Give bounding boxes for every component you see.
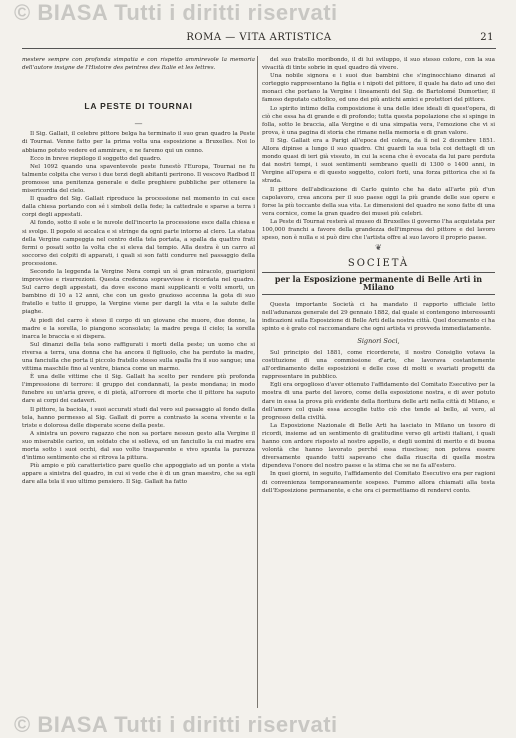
paragraph: Lo spirito intimo della composizione è una delle idee ideali di quest'opera, di ciò che essa ha di grande e di profondo; tutta questa popolazione che si spinge in folla, sotto le braccia, alla Vergine e di una simpatia vera, l'emozione che vi si prova, è una pagina di storia che rimane nella memoria e di gran valore. [262, 105, 495, 136]
article-heading: LA PESTE DI TOURNAI [84, 101, 193, 112]
paragraph: Sul principio del 1881, come ricorderete, il nostro Consiglio votava la costituzione di una commissione d'arte, che lavorava costantemente all'ordinamento delle esposizioni e delle cose di molti e svariati progetti da rappresentare in pubblico. [262, 350, 495, 381]
right-mid-paragraphs [262, 301, 495, 333]
copyright-watermark-bottom: © BIASA Tutti i diritti riservati [14, 712, 338, 737]
paragraph: Sul dinanzi della tela sono raffigurati i morti della peste; un uomo che si riversa a terra, una donna che ha ancora il figliuolo, che ha perduto la madre, una fanciulla che porta il piccolo fratello stesso sulla spalla fra il suo sangue; una vittima maschile fino al ventre, bianca come un marmo. [22, 341, 255, 373]
paragraph: Ecco in breve riepilogo il soggetto del quadro. [30, 155, 162, 162]
salutation: Signori Soci, [357, 336, 400, 345]
paragraph: Il Sig. Gallait era a Parigi all'epoca del colera, da lì nel 2 dicembre 1851. Allora dipinse a lungo il suo quadro. Chi guardi la sua tela coi dettagli di un mondo quasi di ieri già vissuto, in cui la scena che è evocata da lui pare perduta dai nostri tempi, i suoi sentimenti sembrano quelli di 1300 o 1400 anni, in Vergine all'opera e di questo soggetto, colori forti, una forza pittorica che si fa strada. [262, 137, 495, 185]
paragraph: Il Sig. Gallait, il celebre pittore belga ha terminato il suo gran quadro la Peste di Tournai. Venne fatto per la prima volta una esposizione a Bruxelles. Noi lo abbiamo potuto vedere ed ammirare, e ne faremo qui un cenno. [22, 131, 255, 154]
paragraph: Egli era orgoglioso d'aver ottenuto l'affidamento del Comitato Esecutivo per la mostra di una parte del lavoro, come della esposizione nostra, e di aver potuto dare in essa la prova più evidente della fioritura delle arti nella città di Milano, e dell'amore col quale essa accoglie tutto ciò che tende al bello, al vero, al progresso della civiltà. [262, 382, 495, 421]
section-title: SOCIETÀ [347, 258, 410, 270]
page-header [22, 30, 496, 49]
section-ornament: ❦ [375, 243, 382, 253]
left-column [22, 56, 255, 487]
running-title: ROMA — VITA ARTISTICA [186, 32, 332, 43]
paragraph: In quei giorni, in seguito, l'affidamento del Comitato Esecutivo era per ragioni di convenienza temporaneamente sospeso. Fummo allora chiamati alla testa dell'Esposizione permanente, e che ora ci permettiamo di rendervi conto. [262, 471, 495, 494]
paragraph: Nel 1092 quando una spaventevole peste funestò l'Europa, Tournai ne fu talmente colpita che verso i due terzi degli abitanti perirono. Il vescovo Radbod II promosse una penitenza generale e delle preghiere pubbliche per ottenere la misericordia del cielo. [22, 163, 255, 195]
paragraph: La Esposizione Nazionale di Belle Arti ha lasciato in Milano un tesoro di ricordi, insieme ad un sentimento di gratitudine verso gli artisti italiani, i quali hanno con ardore risposto al nostro appello, e degli uomini di merito e di buona volontà che hanno lavorato perché essa riuscisse; non poteva essere diversamente quando tutti sapevano che dalla riuscita di quella mostra dipendeva l'onore del nostro paese e la stima che se ne fa all'estero. [262, 422, 495, 470]
paragraph: Questa importante Società ci ha mandato il rapporto ufficiale letto nell'adunanza generale del 29 gennaio 1882, dal quale si contengono interessanti indicazioni sulla Esposizione di Belle Arti della nostra città. Quel documento ci ha spinto e è grato col raccomandare che ogni artista vi provveda immediatamente. [262, 301, 495, 332]
paragraph: del suo fratello moribondo, il di lui sviluppo, il suo stesso colore, con la sua vivacità di tinte sobrie in quel quadro dà vivere. [262, 57, 495, 72]
column-rule [257, 56, 258, 708]
right-bottom-paragraphs [262, 349, 495, 495]
copyright-watermark-top: © BIASA Tutti i diritti riservati [14, 0, 338, 25]
paragraph: Il pittore, la baciola, i suoi accurati studi dal vero sul paesaggio al fondo della tela, hanno permesso al Sig. Gallait di porre a contrasto la scena vivente e la triste e dolorosa delle disperate scene della peste. [22, 406, 255, 429]
opening-fragment: mestere sempre con profonda simpatia e con rispetto ammirevole la memoria dell'autore insigne de l'Histoire des peintres des Italie et les lettres. [22, 57, 255, 72]
paragraph: Ai piedi del carro è steso il corpo di un giovane che muore, due donne, la madre e la sorella, lo piangono sconsolate; la madre prega il cielo; la sorella inarca le braccia e si dispera. [22, 317, 255, 340]
paragraph: Più ampio e più caratteristico pare quello che appoggiato ad un ponte a vista appare a sinistra del quadro, in cui si vede che è di un gran maestro, che sa egli dare alla tela il suo ultimo pensiero. Il Sig. Gallait ha fatto [22, 463, 255, 486]
section-subtitle: per la Esposizione permanente di Belle Arti in Milano [262, 272, 495, 294]
page-number: 21 [480, 32, 494, 43]
right-column [262, 56, 495, 495]
paragraph: La Peste di Tournai resterà al museo di Bruxelles il governo l'ha acquistata per 100,000 franchi a favore della grandezza dell'impresa del pittore e del lavoro speso, non è nulla e si può dire che l'artista offre al suo lavoro il proprio paese. [262, 218, 495, 242]
paragraph: È una delle vittime che il Sig. Gallait ha scelto per rendere più profonda l'impressione di terrore: il gruppo dei condannati, la peste mondana; in modo funebre su un'aria greve, e di pietà, all'orrore di morte che il pittore ha saputo dare ai corpi dei cadaveri. [22, 374, 255, 405]
ornament-divider: — [134, 119, 143, 129]
right-top-paragraphs [262, 56, 495, 242]
paragraph: A sinistra un povero ragazzo che non sa portare nessun gesto alla Vergine il suo miserabile carico, un soldato che si solleva, ed un fanciullo la cui madre era morta sotto i suoi occhi, dal suo volto trasparente e vivo spunta la purezza d'intimo sentimento che si ritrova la pittura. [22, 430, 255, 462]
paragraph: Il pittore dell'abdicazione di Carlo quinto che ha dato all'arte più d'un capolavoro, crea ancora per il suo paese oggi la più grande delle sue opere e forse la più toccante della sua vita. Le dimensioni del quadro ne sono fatte di una vera cornice, come la gran quadro dei musei più celebri. [262, 186, 495, 217]
paragraph: Una nobile signora e i suoi due bambini che s'inginocchiano dinanzi al corteggio rappresentano la figlia e i nipoti del pittore, il quale ha dato ad uno dei monaci che portano la Vergine i lineamenti del Sig. de Bartolomé Dumortier, il famoso deputato cattolico, ed uno dei più antichi amici e protettori del pittore. [262, 73, 495, 104]
paragraph: Secondo la leggenda la Vergine Nera compì un sì gran miracolo, guarigioni improvvise e risurrezioni. Questa credenza sopravvisse è ricordata nel quadro. Sul carro degli appestati, da dove escono mani supplicanti e volti smorti, un bambino di 10 a 12 anni, che con un gesto grazioso accenna la gota di suo fratello e tutto il gruppo, la Vergine viene per dargli la vita e la salute delle piaghe. [22, 268, 255, 316]
left-paragraphs [22, 130, 255, 486]
paragraph: Al fondo, sotto il sole e le nuvole dell'incerto la processione esce dalla chiesa e si svolge. Il popolo si accalca e si stringe da ogni parte intorno al clero. La statua della Vergine campeggia nel centro della tela portata, a spalla da quattro frati fermi o posati sotto la volta che si eleva dal tempio. Alla destra è un carro al soccorso dei colpiti di apparati, i quali si son fatti condurre nel passaggio della processione. [22, 220, 255, 267]
paragraph: Il quadro del Sig. Gallait riproduce la processione nel momento in cui esce dalla chiesa portando con sé i simboli della fede; la cattedrale e sparse a terra i corpi degli appestati. [22, 196, 255, 219]
